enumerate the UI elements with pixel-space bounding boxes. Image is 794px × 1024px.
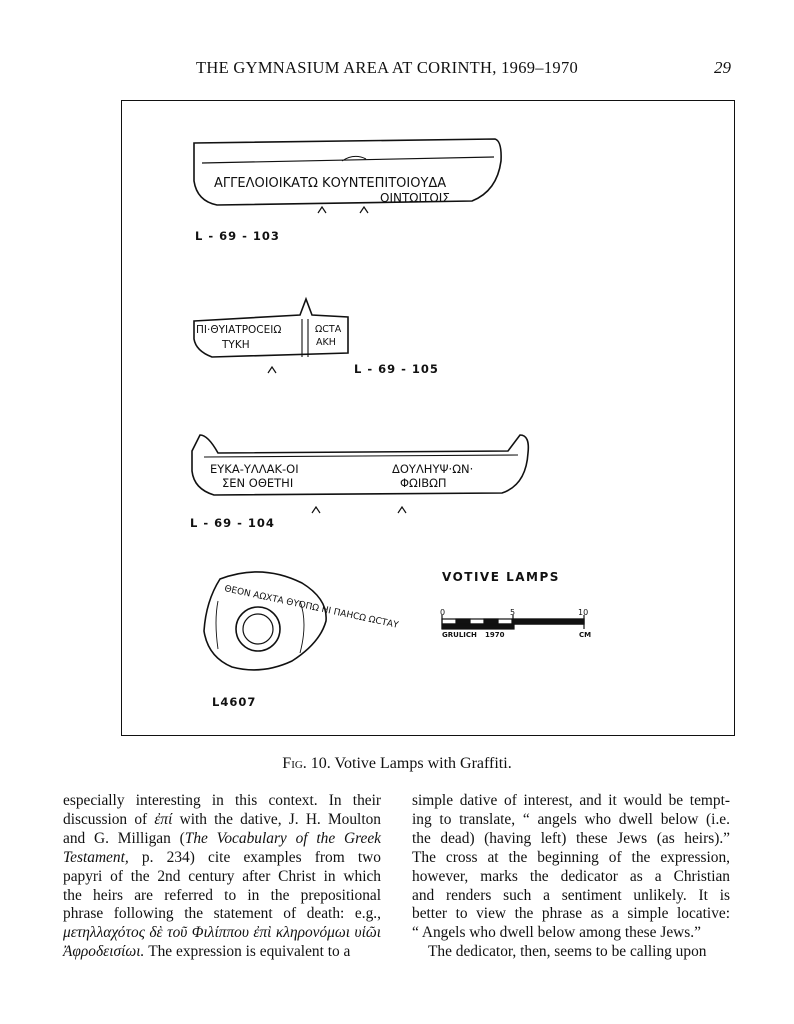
text-line: Ἀφροδεισίωι. The expression is equivalent to a [63, 943, 351, 961]
scale-tick-0: 0 [440, 608, 446, 617]
inscription-l104-left1: ΕΥΚΑ-ΥΛΛΑΚ-ΟΙ [210, 462, 299, 476]
scale-bar [440, 608, 591, 639]
figure-caption-text: Votive Lamps with Graffiti. [334, 755, 512, 772]
running-head: THE GYMNASIUM AREA AT CORINTH, 1969–1970 [196, 58, 579, 77]
body-column-left [63, 792, 381, 962]
text-line: phrase following the statement of death: e.g., [63, 905, 381, 923]
text-line: the heirs are referred to in the prepositional [63, 886, 381, 904]
greek-word: ἐπί [154, 810, 173, 828]
greek-word: Ἀφροδεισίωι. [63, 943, 145, 961]
inscription-l105-left1: ΠΙ·ΘΥΙΑΤΡΟCΕΙΩ [196, 324, 282, 336]
text-line: The cross at the beginning of the expression, [412, 848, 730, 866]
inscription-l104-right2: ΦΩΙΒΩΠ [400, 476, 447, 490]
lamp-label-l-69-104: L - 69 - 104 [190, 516, 275, 530]
text-line: and G. Milligan (The Vocabulary of the Greek [63, 829, 381, 847]
text-line: The dedicator, then, seems to be calling upon [428, 943, 707, 961]
text-line: the dead) (having left) these Jews (as heirs).” [412, 829, 730, 847]
greek-quotation: μετηλλαχότος δὲ τοῦ Φιλίππου ἐπὶ κληρονόμωι υἱῶι [63, 924, 381, 942]
lamp-label-l-69-105: L - 69 - 105 [354, 362, 439, 376]
text-line: better to view the phrase as a simple locative: [412, 905, 730, 923]
plate-title: VOTIVE LAMPS [442, 570, 560, 584]
inscription-l104-right1: ΔΟΥΛΗΥΨ·ΩΝ· [392, 462, 474, 476]
text-line: Testament, p. 234) cite examples from two [63, 848, 381, 866]
lamp-l-69-105-drawing [194, 299, 348, 373]
text-line: papyri of the 2nd century after Christ in which [63, 867, 381, 885]
figure-caption [0, 755, 794, 773]
page-number: 29 [714, 58, 731, 77]
lamp-drawings [122, 101, 736, 737]
text-line: simple dative of interest, and it would be tempt- [412, 792, 730, 809]
scale-credit: GRULICH [442, 631, 477, 639]
scale-tick-10: 10 [578, 608, 589, 617]
figure-plate [121, 100, 735, 736]
text-line: and renders such a sentiment unlikely. It is [412, 886, 730, 904]
inscription-l105-right2: ΑΚΗ [316, 337, 336, 348]
text-line: “ Angels who dwell below among these Jews.” [412, 924, 701, 942]
inscription-l104-left2: ΣΕΝ ΟΘΕΤΗΙ [222, 476, 294, 490]
text-line: however, marks the dedicator as a Christian [412, 867, 730, 885]
inscription-l105-right1: ΩCΤΑ [315, 324, 342, 335]
inscription-l4607: ΘΕΟΝ ΑΩΧΤΑ ΘΥΟΠΩ ΗΙ ΠΑΗCΩ ΩCΤΑΥ [223, 584, 400, 631]
lamp-label-l-69-103: L - 69 - 103 [195, 229, 280, 243]
text-line: discussion of ἐπί with the dative, J. H. Moulton [63, 810, 381, 828]
scale-tick-5: 5 [510, 608, 516, 617]
lamp-l-69-104-drawing [192, 435, 528, 513]
book-title: The Vocabulary of the Greek [184, 829, 381, 847]
text-line: ing to translate, “ angels who dwell below (i.e. [412, 810, 730, 828]
inscription-l103-line2: ΟΙΝΤΩΙΤΟΙΣ [380, 191, 450, 205]
book-title: Testament, [63, 848, 129, 866]
scale-year: 1970 [485, 631, 505, 639]
body-column-right [412, 792, 730, 962]
inscription-l103-line1: ΑΓΓΕΛΟΙΟΙΚΑΤΩ ΚΟΥΝΤΕΠΙΤΟΙΟΥΔΑ [214, 176, 447, 191]
lamp-label-l4607: L4607 [212, 695, 257, 709]
lamp-l-69-103-drawing [194, 139, 501, 213]
scale-unit: CM [579, 631, 592, 639]
figure-caption-label: Fig. 10. [282, 755, 331, 772]
inscription-l105-left2: ΤΥΚΗ [222, 339, 250, 351]
text-line: especially interesting in this context. In their [63, 792, 381, 809]
lamp-l4607-drawing [204, 572, 400, 670]
